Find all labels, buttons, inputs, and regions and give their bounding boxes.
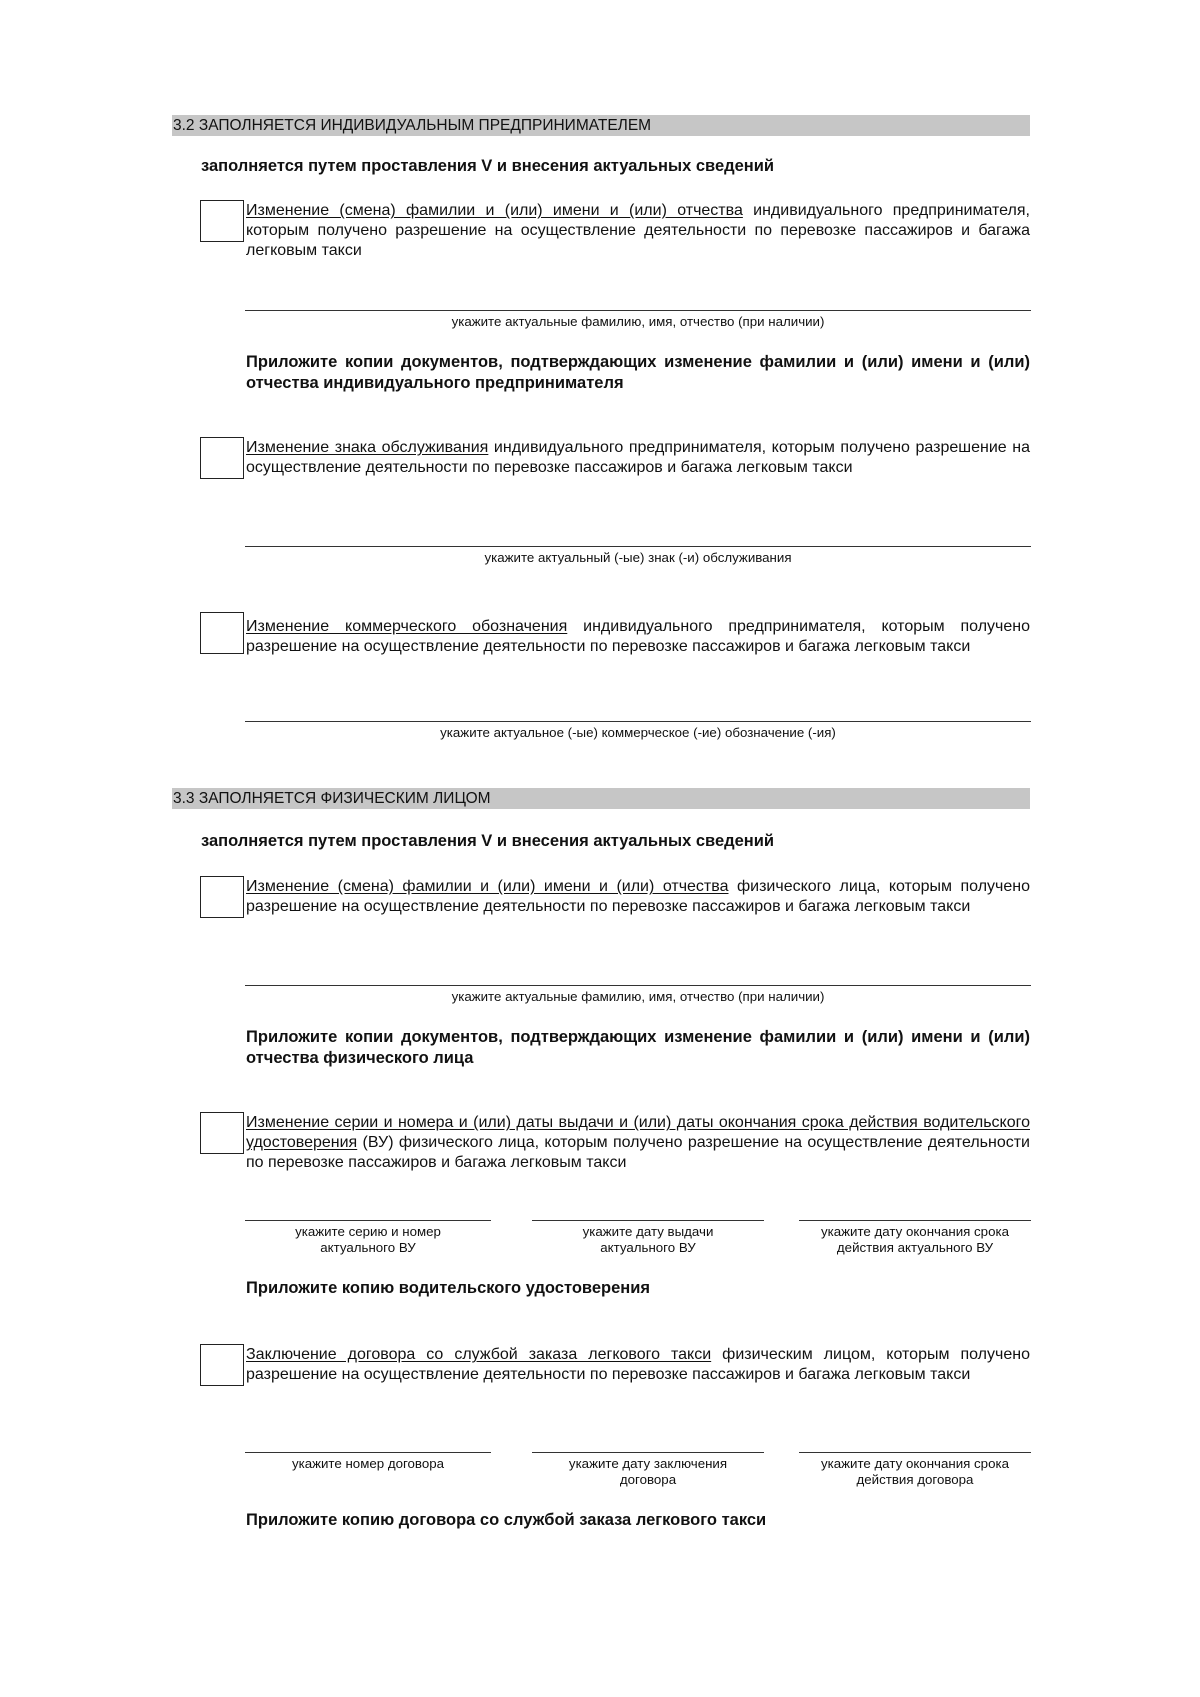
section-header-3-3: 3.3 ЗАПОЛНЯЕТСЯ ФИЗИЧЕСКИМ ЛИЦОМ xyxy=(172,788,1030,809)
hint-fl-fio: укажите актуальные фамилию, имя, отчество (при наличии) xyxy=(451,989,825,1004)
checkbox-fl-taxi-contract[interactable] xyxy=(200,1344,244,1386)
input-line-fl-license-expiry-date[interactable] xyxy=(799,1220,1031,1221)
section-subtitle-3-2: заполняется путем проставления V и внесения актуальных сведений xyxy=(201,157,775,175)
section-header-3-2: 3.2 ЗАПОЛНЯЕТСЯ ИНДИВИДУАЛЬНЫМ ПРЕДПРИНИМАТЕЛЕМ xyxy=(172,115,1030,136)
item-fl-name-change-text xyxy=(246,877,1030,917)
item-ip-service-mark-text xyxy=(246,438,1030,478)
input-line-ip-service-mark[interactable] xyxy=(245,546,1031,547)
checkbox-ip-commercial-name[interactable] xyxy=(200,612,244,654)
input-line-fl-contract-date[interactable] xyxy=(532,1452,764,1453)
hint-fl-license-issue-date: укажите дату выдачи актуального ВУ xyxy=(582,1224,714,1255)
item-fl-taxi-contract-text xyxy=(246,1345,1030,1385)
item-ip-commercial-name-desc: индивидуального предпринимателя, которым получено разрешение на осуществление деятельности по перевозке пассажиров и багажа легковым такси xyxy=(246,618,1031,655)
hint-ip-service-mark: укажите актуальный (-ые) знак (-и) обслуживания xyxy=(484,550,792,565)
checkbox-fl-license[interactable] xyxy=(200,1112,244,1154)
item-fl-license-title: Изменение серии и номера и (или) даты выдачи и (или) даты окончания срока действия водительского удостоверения xyxy=(246,1114,1030,1151)
hint-fl-contract-number: укажите номер договора xyxy=(291,1456,445,1471)
item-fl-name-change-desc: физического лица, которым получено разрешение на осуществление деятельности по перевозке пассажиров и багажа легковым такси xyxy=(246,878,1031,915)
hint-fl-license-number: укажите серию и номер актуального ВУ xyxy=(295,1224,441,1255)
input-line-ip-fio[interactable] xyxy=(245,310,1031,311)
input-line-ip-commercial-name[interactable] xyxy=(245,721,1031,722)
note-ip-name-docs: Приложите копии документов, подтверждающих изменение фамилии и (или) имени и (или) отчества индивидуального предпринимателя xyxy=(246,353,1030,392)
input-line-fl-contract-expiry-date[interactable] xyxy=(799,1452,1031,1453)
note-fl-name-docs: Приложите копии документов, подтверждающих изменение фамилии и (или) имени и (или) отчества физического лица xyxy=(246,1028,1030,1067)
hint-ip-fio: укажите актуальные фамилию, имя, отчество (при наличии) xyxy=(451,314,825,329)
item-fl-taxi-contract-title: Заключение договора со службой заказа легкового такси xyxy=(246,1346,712,1363)
hint-fl-license-expiry-date: укажите дату окончания срока действия актуального ВУ xyxy=(821,1224,1009,1255)
item-fl-name-change-title: Изменение (смена) фамилии и (или) имени и (или) отчества xyxy=(246,878,729,895)
checkbox-fl-name-change[interactable] xyxy=(200,876,244,918)
input-line-fl-license-number[interactable] xyxy=(245,1220,491,1221)
item-ip-name-change-text xyxy=(246,201,1030,261)
item-ip-commercial-name-text xyxy=(246,617,1030,657)
input-line-fl-contract-number[interactable] xyxy=(245,1452,491,1453)
checkbox-ip-service-mark[interactable] xyxy=(200,437,244,479)
hint-fl-contract-date: укажите дату заключения договора xyxy=(568,1456,728,1487)
note-fl-contract-copy: Приложите копию договора со службой заказа легкового такси xyxy=(246,1511,767,1529)
item-fl-taxi-contract-desc: физическим лицом, которым получено разрешение на осуществление деятельности по перевозке пассажиров и багажа легковым такси xyxy=(246,1346,1030,1383)
item-ip-commercial-name-title: Изменение коммерческого обозначения xyxy=(246,618,568,635)
item-ip-service-mark-title: Изменение знака обслуживания xyxy=(246,439,489,456)
item-fl-license-desc: (ВУ) физического лица, которым получено разрешение на осуществление деятельности по перевозке пассажиров и багажа легковым такси xyxy=(246,1134,1030,1171)
note-fl-license-copy: Приложите копию водительского удостоверения xyxy=(246,1279,651,1297)
input-line-fl-fio[interactable] xyxy=(245,985,1031,986)
item-ip-service-mark-desc: индивидуального предпринимателя, которым получено разрешение на осуществление деятельности по перевозке пассажиров и багажа легковым такси xyxy=(246,439,1031,476)
checkbox-ip-name-change[interactable] xyxy=(200,200,244,242)
hint-ip-commercial-name: укажите актуальное (-ые) коммерческое (-ие) обозначение (-ия) xyxy=(440,725,836,740)
item-ip-name-change-title: Изменение (смена) фамилии и (или) имени и (или) отчества xyxy=(246,202,743,219)
input-line-fl-license-issue-date[interactable] xyxy=(532,1220,764,1221)
hint-fl-contract-expiry-date: укажите дату окончания срока действия договора xyxy=(821,1456,1009,1487)
item-fl-license-text xyxy=(246,1113,1030,1173)
item-ip-name-change-desc: индивидуального предпринимателя, которым получено разрешение на осуществление деятельности по перевозке пассажиров и багажа легковым такси xyxy=(246,202,1030,259)
section-subtitle-3-3: заполняется путем проставления V и внесения актуальных сведений xyxy=(201,832,775,850)
